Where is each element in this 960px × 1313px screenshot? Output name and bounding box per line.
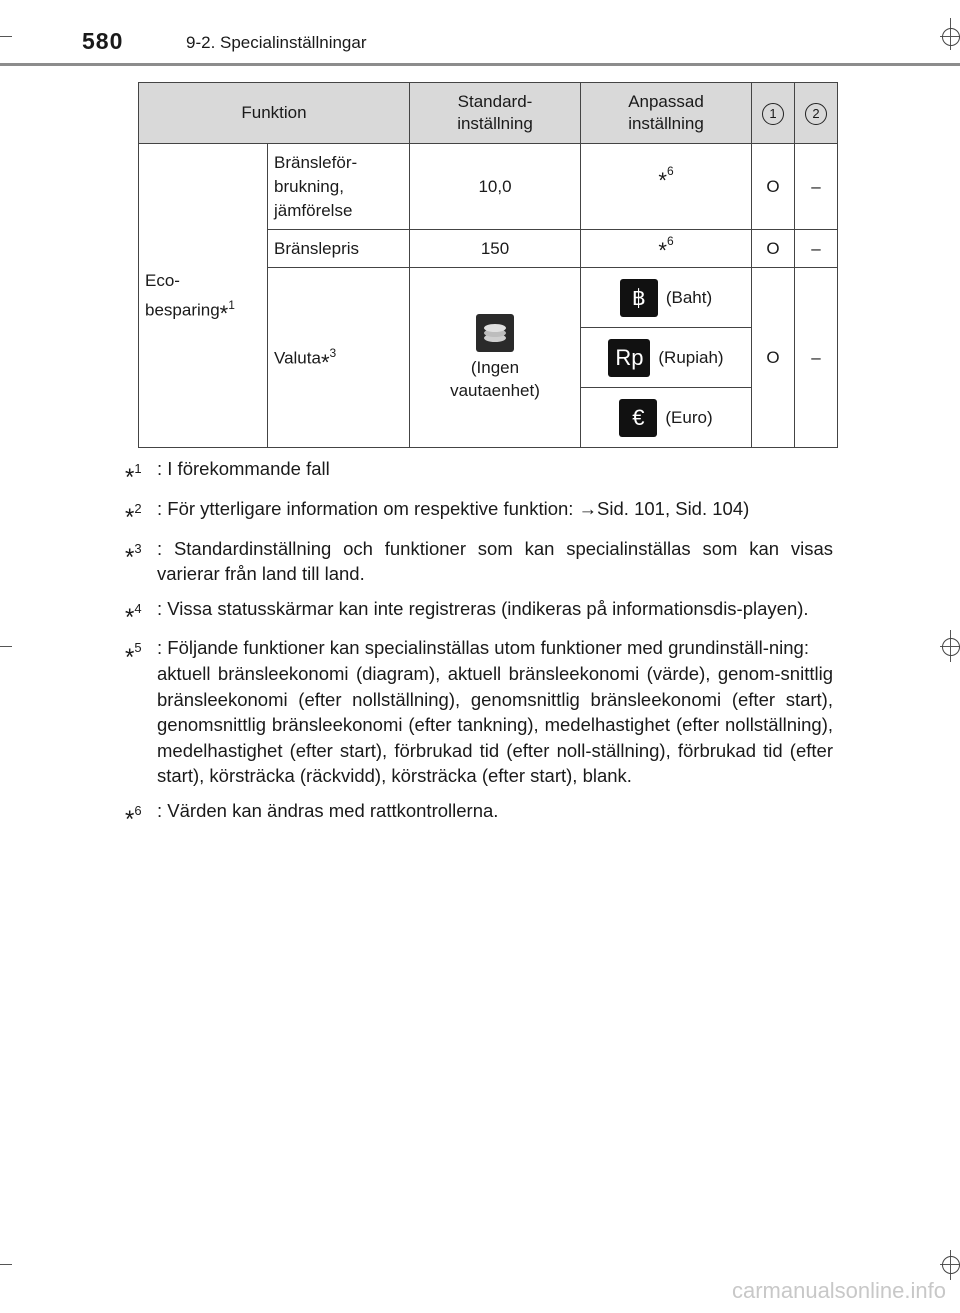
currency-option-label: (Rupiah) [658, 347, 724, 367]
table-header-row [139, 83, 838, 144]
fuel-consumption-col2: – [795, 144, 838, 230]
header-col2 [795, 83, 838, 144]
currency-default-cell [410, 268, 581, 448]
currency-default: (Ingen vautaenhet) [450, 357, 540, 400]
currency-option [581, 328, 752, 388]
table-row [139, 144, 838, 230]
currency-option [581, 388, 752, 448]
currency-col1: O [752, 268, 795, 448]
crop-mark [0, 646, 12, 647]
footnote: *$^5$ : Följande funktioner kan specialinställas utom funktioner med grundinställ-ning: aktuell bränsleekonomi (diagram), aktuell bränsleekonomi (värde), genom-snittlig bränsleekonomi (efter nollställning), genomsnittlig bränsleekonomi (efter start), genomsnittlig bränsleekonomi (efter tankning), medelhastighet (efter nollställning), medelhastighet (efter start), förbrukad tid (efter noll-ställning), förbrukad tid (efter start), körsträcka (räckvidd), körsträcka (efter start), blank. [125, 637, 833, 787]
group-label: Eco- besparing [145, 270, 220, 320]
registration-mark-icon [942, 1256, 960, 1274]
settings-table [138, 82, 838, 448]
header-rule [0, 63, 960, 66]
crop-mark [0, 36, 12, 37]
watermark: carmanualsonline.info [731, 1278, 946, 1303]
circled-2-icon: 2 [805, 103, 827, 125]
footnote: *$^1$ : I förekommande fall [125, 458, 330, 492]
fuel-consumption-default: 10,0 [410, 144, 581, 230]
header-default: Standard- inställning [410, 83, 581, 144]
coins-icon [476, 314, 514, 352]
header-function: Funktion [139, 83, 410, 144]
currency-name: Valuta [274, 348, 321, 368]
fuel-consumption-name: Bränsleför- brukning, jämförelse [268, 144, 410, 230]
fuel-consumption-custom: *$^6$ [581, 144, 752, 230]
fuel-price-name: Bränslepris [268, 230, 410, 268]
group-cell: Eco- besparing*$^1$ [139, 144, 268, 448]
currency-option-label: (Baht) [665, 287, 713, 307]
header-col1 [752, 83, 795, 144]
footnote: *$^6$ : Värden kan ändras med rattkontrollerna. [125, 800, 499, 834]
header-custom: Anpassad inställning [581, 83, 752, 144]
section-title: 9-2. Specialinställningar [186, 33, 367, 52]
fuel-price-default: 150 [410, 230, 581, 268]
euro-icon: € [619, 399, 657, 437]
crop-mark [0, 1264, 12, 1265]
fuel-consumption-col1: O [752, 144, 795, 230]
rupiah-icon: Rp [608, 339, 650, 377]
currency-option [581, 268, 752, 328]
fuel-price-col1: O [752, 230, 795, 268]
registration-mark-icon [942, 638, 960, 656]
fuel-price-custom: *$^6$ [581, 230, 752, 268]
currency-col2: – [795, 268, 838, 448]
footnote: *$^3$ : Standardinställning och funktioner som kan specialinställas som kan visas varierar från land till land. [125, 537, 833, 585]
baht-icon: ฿ [620, 279, 658, 317]
registration-mark-icon [942, 28, 960, 46]
group-footnote: 1 [228, 297, 235, 312]
circled-1-icon: 1 [762, 103, 784, 125]
currency-option-label: (Euro) [665, 407, 713, 427]
fuel-price-col2: – [795, 230, 838, 268]
footnote: *$^4$ : Vissa statusskärmar kan inte registreras (indikeras på informationsdis-playen). [125, 597, 809, 631]
footnotes [125, 456, 833, 838]
currency-name-cell: Valuta*$^3$ [268, 268, 410, 448]
page-number: 580 [82, 28, 124, 54]
footnote: *$^2$ : För ytterligare information om respektive funktion: →Sid. 101, Sid. 104) [125, 497, 750, 531]
